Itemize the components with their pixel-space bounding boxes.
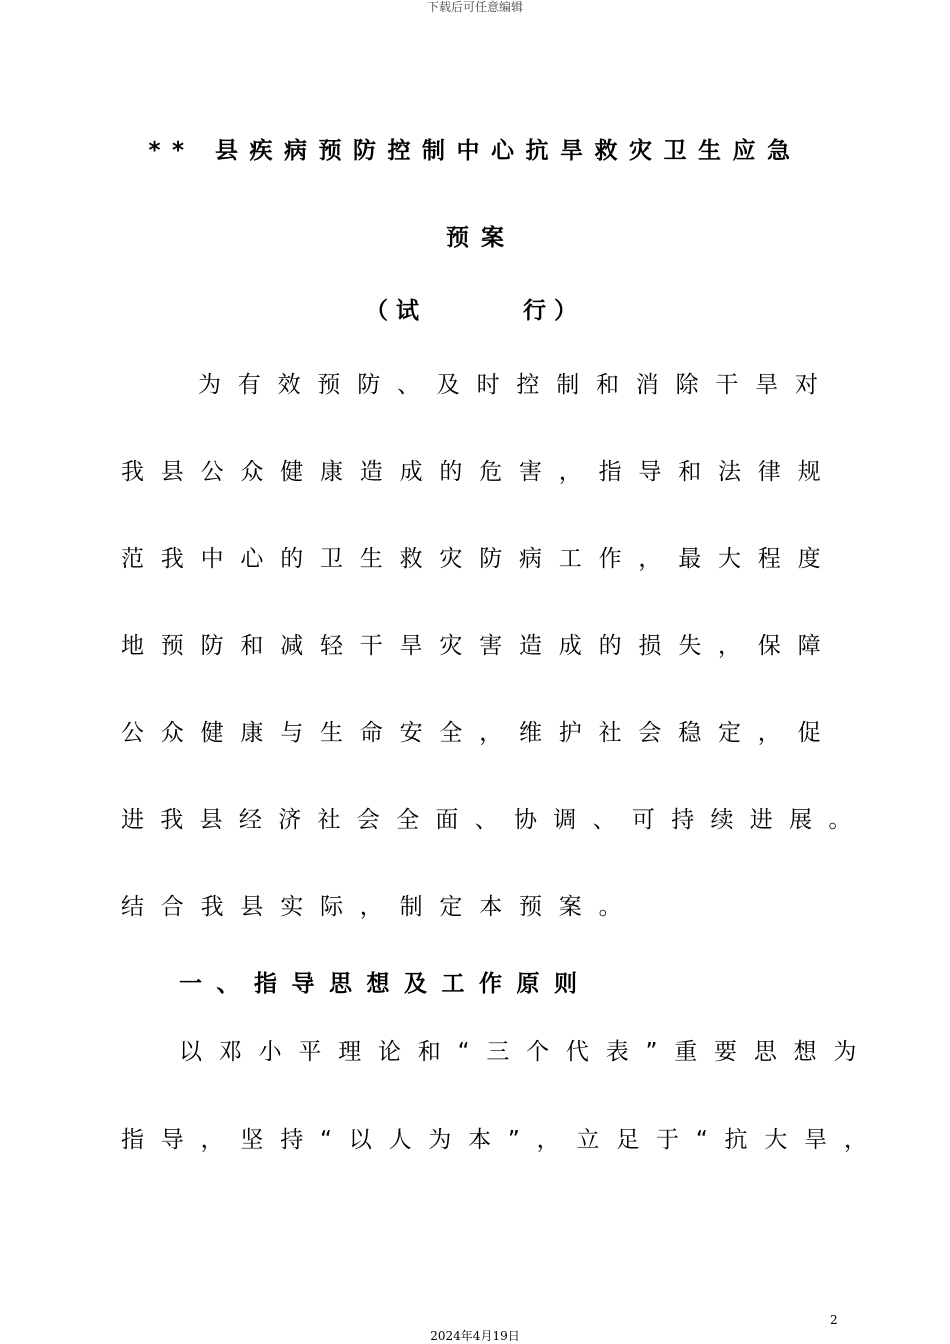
intro-line-3: 范我中心的卫生救灾防病工作，最大程度 xyxy=(121,546,838,572)
intro-line-1: 为有效预防、及时控制和消除干旱对 xyxy=(198,372,835,398)
document-title-line2: 预案 xyxy=(446,225,516,251)
section1-line-2: 指导，坚持“以人为本”，立足于“抗大旱， xyxy=(121,1127,884,1153)
document-subtitle xyxy=(0,292,950,325)
intro-line-5: 公众健康与生命安全，维护社会稳定，促 xyxy=(121,720,838,746)
intro-line-6: 进我县经济社会全面、协调、可持续进展。 xyxy=(121,807,868,833)
page-number: 2 xyxy=(830,1313,838,1327)
subtitle-open: （试 xyxy=(365,298,427,324)
section1-line-1: 以邓小平理论和“三个代表”重要思想为 xyxy=(179,1039,874,1065)
intro-line-4: 地预防和减轻干旱灾害造成的损失，保障 xyxy=(121,633,838,659)
intro-line-7: 结合我县实际，制定本预案。 xyxy=(121,894,639,920)
section-heading-1: 一、指导思想及工作原则 xyxy=(179,971,592,997)
intro-line-2: 我县公众健康造成的危害，指导和法律规 xyxy=(121,459,838,485)
footer-date: 2024年4月19日 xyxy=(430,1329,520,1343)
subtitle-close: 行） xyxy=(523,298,585,324)
document-title-line1: ** 县疾病预防控制中心抗旱救灾卫生应急 xyxy=(148,138,802,164)
header-note: 下载后可任意编辑 xyxy=(426,0,523,14)
